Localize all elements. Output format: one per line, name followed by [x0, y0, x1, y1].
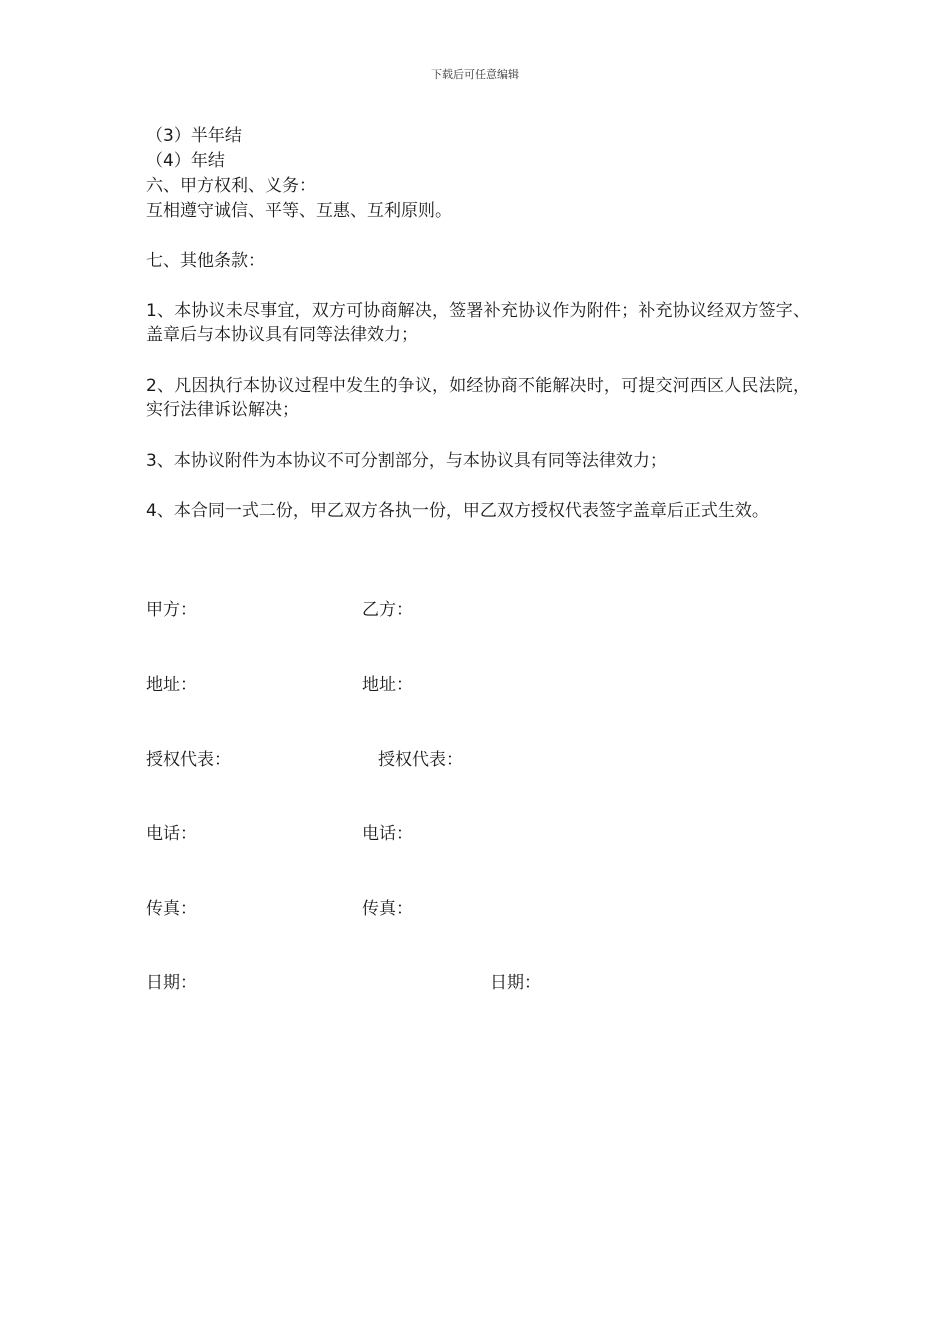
section-7-title: 七、其他条款：	[146, 251, 265, 271]
party-b-label: 乙方：	[362, 600, 413, 620]
address-b-label: 地址：	[362, 675, 413, 695]
phone-a-label: 电话：	[146, 824, 197, 844]
payment-option-3: （3）半年结	[146, 126, 242, 146]
payment-option-4: （4）年结	[146, 151, 225, 171]
party-a-label: 甲方：	[146, 600, 197, 620]
section-6-body: 互相遵守诚信、平等、互惠、互利原则。	[146, 201, 452, 221]
representative-b-label: 授权代表：	[378, 750, 463, 770]
representative-a-label: 授权代表：	[146, 750, 231, 770]
page-header: 下载后可任意编辑	[431, 68, 519, 81]
phone-b-label: 电话：	[362, 824, 413, 844]
date-b-label: 日期：	[490, 973, 541, 993]
clause-1: 1、本协议未尽事宜，双方可协商解决，签署补充协议作为附件；补充协议经双方签字、盖章后与本协议具有同等法律效力；	[146, 301, 810, 345]
date-a-label: 日期：	[146, 973, 197, 993]
clause-3: 3、本协议附件为本协议不可分割部分，与本协议具有同等法律效力；	[146, 451, 667, 471]
address-a-label: 地址：	[146, 675, 197, 695]
fax-a-label: 传真：	[146, 899, 197, 919]
section-6-title: 六、甲方权利、义务：	[146, 176, 316, 196]
clause-2: 2、凡因执行本协议过程中发生的争议，如经协商不能解决时，可提交河西区人民法院，实行法律诉讼解决；	[146, 376, 810, 420]
clause-4: 4、本合同一式二份，甲乙双方各执一份，甲乙双方授权代表签字盖章后正式生效。	[146, 501, 769, 521]
fax-b-label: 传真：	[362, 899, 413, 919]
